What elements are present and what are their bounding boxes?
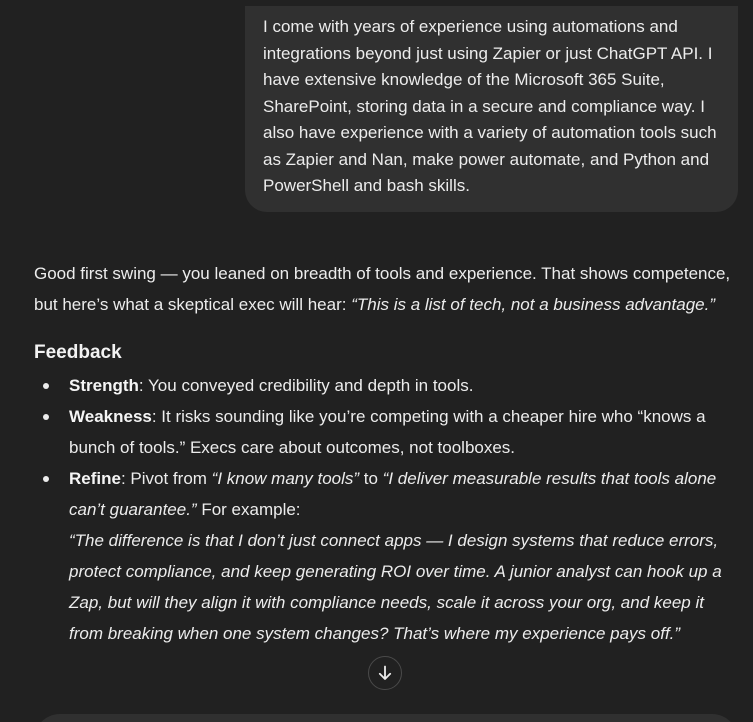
feedback-quote-refine-a: “I know many tools” bbox=[211, 469, 360, 488]
example-quote: “The difference is that I don’t just connect apps — I design systems that reduce errors, protect compliance, and keep generating ROI over time. A junior analyst can hook up a Zap, but will they align it with compliance needs, scale it across your org, and keep it from breaking when one system changes? That’s where my experience pays off.” bbox=[69, 531, 722, 643]
feedback-heading: Feedback bbox=[34, 342, 122, 363]
feedback-list bbox=[34, 370, 738, 649]
scroll-to-bottom-button[interactable] bbox=[368, 656, 402, 690]
message-composer[interactable] bbox=[34, 714, 738, 722]
bullet-dot bbox=[43, 414, 49, 420]
bullet-dot bbox=[43, 476, 49, 482]
user-message-bubble bbox=[245, 6, 738, 212]
bullet-dot bbox=[43, 383, 49, 389]
assistant-intro-text: Good first swing — you leaned on breadth of tools and experience. That shows competence, but here’s what a skeptical exec will hear: bbox=[34, 264, 731, 314]
feedback-text-refine-a: : Pivot from bbox=[120, 469, 212, 488]
feedback-text-strength: : You conveyed credibility and depth in tools. bbox=[138, 376, 474, 395]
assistant-intro-quote: “This is a list of tech, not a business advantage.” bbox=[351, 295, 715, 314]
feedback-item-refine bbox=[34, 463, 738, 649]
feedback-label-strength: Strength bbox=[69, 376, 139, 395]
feedback-label-weakness: Weakness bbox=[69, 407, 152, 426]
arrow-down-icon bbox=[376, 664, 394, 682]
feedback-item-strength bbox=[34, 370, 738, 401]
assistant-message bbox=[34, 258, 738, 649]
feedback-item-weakness bbox=[34, 401, 738, 463]
feedback-text-refine-c: For example: bbox=[196, 500, 301, 519]
feedback-label-refine: Refine bbox=[69, 469, 121, 488]
user-message-text: I come with years of experience using automations and integrations beyond just using Zapier or just ChatGPT API. I have extensive knowledge of the Microsoft 365 Suite, SharePoint, storing data in a secure and compliance way. I also have experience with a variety of automation tools such as Zapier and Nan, make power automate, and Python and PowerShell and bash skills. bbox=[263, 17, 717, 195]
feedback-text-refine-b: to bbox=[359, 469, 383, 488]
assistant-intro-paragraph bbox=[34, 258, 738, 320]
feedback-quote-refine-b: “I deliver measurable results that tools alone can’t guarantee.” bbox=[69, 469, 717, 519]
feedback-text-weakness: : It risks sounding like you’re competing with a cheaper hire who “knows a bunch of tools.” Execs care about outcomes, not toolboxes. bbox=[69, 407, 706, 457]
